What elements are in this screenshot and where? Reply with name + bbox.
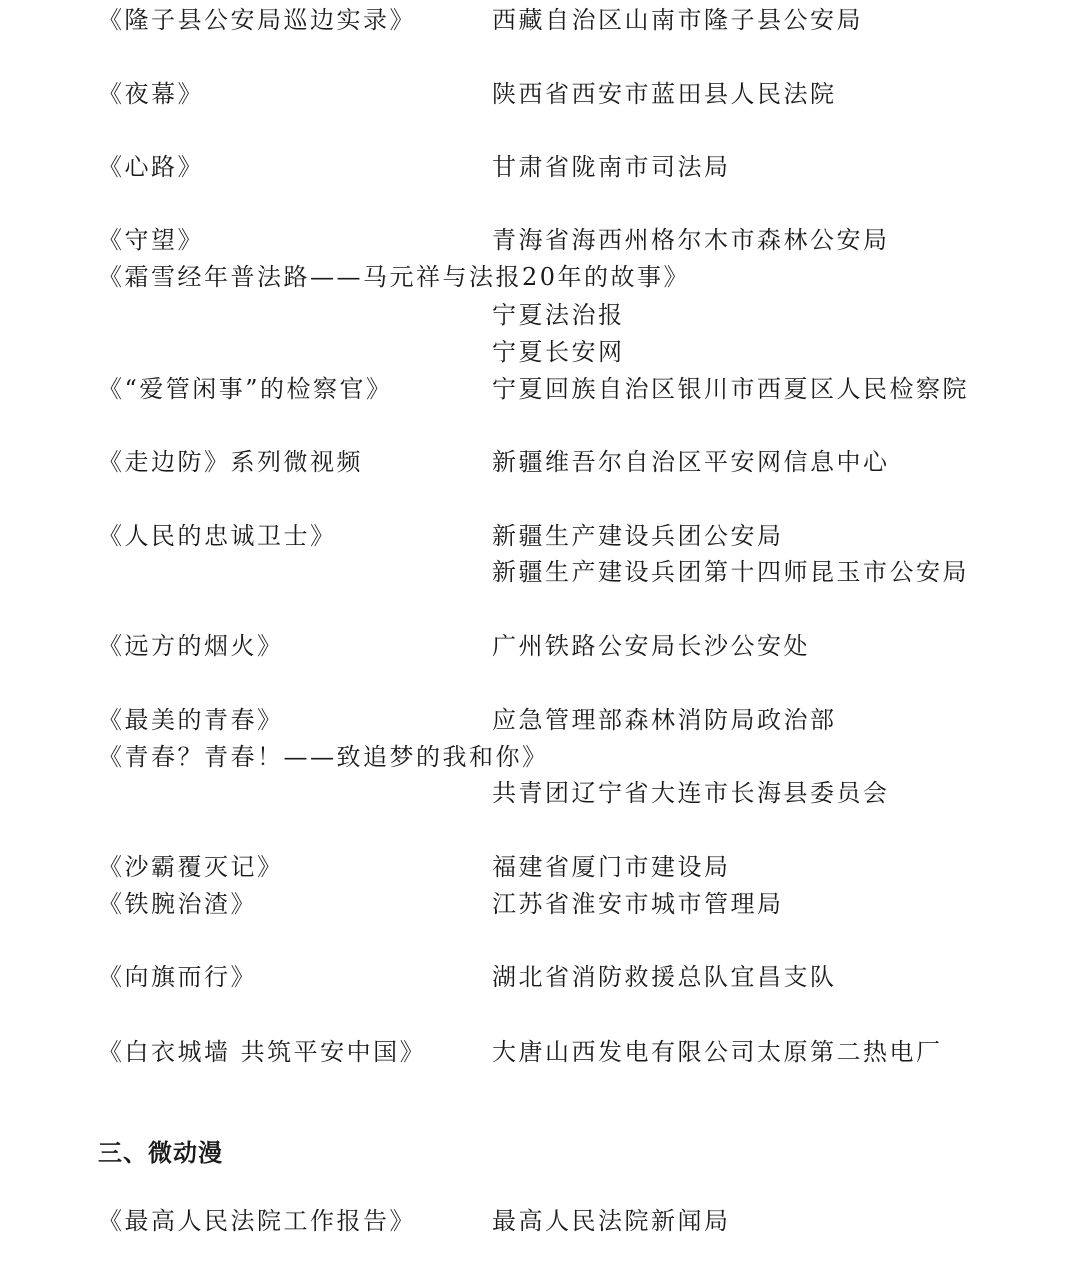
entry-title: 《“爱管闲事”的检察官》 xyxy=(98,375,393,403)
entry-title: 《青春？青春！——致追梦的我和你》 xyxy=(98,743,549,771)
entry-unit: 西藏自治区山南市隆子县公安局 xyxy=(492,6,863,34)
entry-unit: 青海省海西州格尔木市森林公安局 xyxy=(492,226,890,254)
entry-unit: 新疆生产建设兵团公安局 xyxy=(492,522,784,550)
entry-unit: 甘肃省陇南市司法局 xyxy=(492,153,731,181)
entry-unit: 宁夏法治报 xyxy=(492,301,625,329)
entry-title: 《向旗而行》 xyxy=(98,963,257,991)
entry-title: 《霜雪经年普法路——马元祥与法报20年的故事》 xyxy=(98,263,691,291)
entry-unit: 最高人民法院新闻局 xyxy=(492,1207,731,1235)
entry-title: 《走边防》系列微视频 xyxy=(98,448,363,476)
entry-unit: 大唐山西发电有限公司太原第二热电厂 xyxy=(492,1038,943,1066)
entry-unit: 宁夏长安网 xyxy=(492,338,625,366)
entry-unit: 江苏省淮安市城市管理局 xyxy=(492,890,784,918)
entry-unit: 共青团辽宁省大连市长海县委员会 xyxy=(492,779,890,807)
entry-unit: 新疆生产建设兵团第十四师昆玉市公安局 xyxy=(492,558,969,586)
entry-title: 《最美的青春》 xyxy=(98,706,284,734)
entry-unit: 新疆维吾尔自治区平安网信息中心 xyxy=(492,448,890,476)
entry-title: 《心路》 xyxy=(98,153,204,181)
section-heading: 三、微动漫 xyxy=(98,1139,223,1167)
entry-title: 《夜幕》 xyxy=(98,80,204,108)
entry-unit: 广州铁路公安局长沙公安处 xyxy=(492,632,810,660)
entry-unit: 湖北省消防救援总队宜昌支队 xyxy=(492,963,837,991)
entry-title: 《人民的忠诚卫士》 xyxy=(98,522,337,550)
entry-title: 《最高人民法院工作报告》 xyxy=(98,1207,416,1235)
entry-unit: 应急管理部森林消防局政治部 xyxy=(492,706,837,734)
entry-unit: 宁夏回族自治区银川市西夏区人民检察院 xyxy=(492,375,969,403)
entry-title: 《隆子县公安局巡边实录》 xyxy=(98,6,416,34)
entry-title: 《沙霸覆灭记》 xyxy=(98,853,284,881)
entry-unit: 陕西省西安市蓝田县人民法院 xyxy=(492,80,837,108)
entry-title: 《远方的烟火》 xyxy=(98,632,284,660)
entry-title: 《守望》 xyxy=(98,226,204,254)
entry-unit: 福建省厦门市建设局 xyxy=(492,853,731,881)
entry-title: 《白衣城墙 共筑平安中国》 xyxy=(98,1038,427,1066)
entry-title: 《铁腕治渣》 xyxy=(98,890,257,918)
